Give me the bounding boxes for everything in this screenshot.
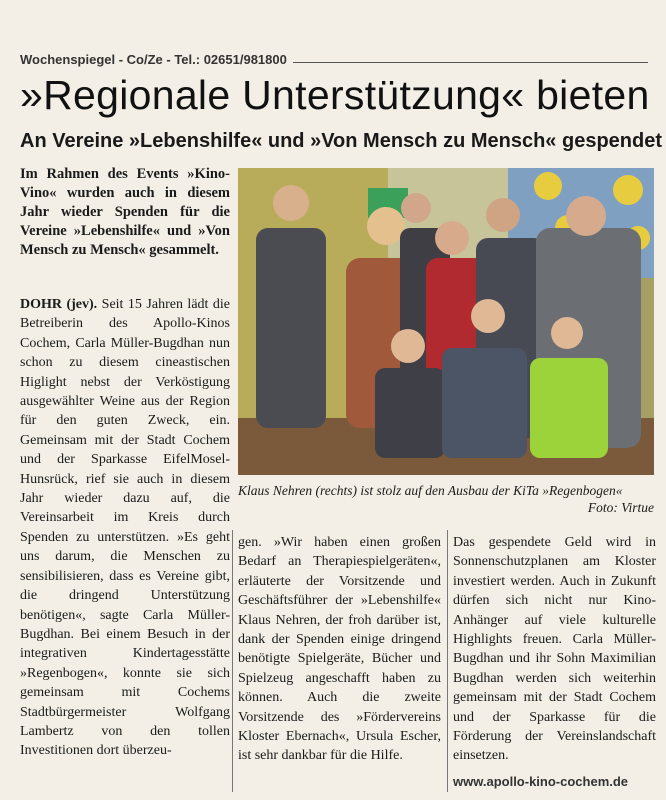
article-column-1 [20,295,230,761]
dateline: DOHR (jev). [20,297,98,312]
photo-credit: Foto: Virtue [587,500,654,515]
website-link[interactable]: www.apollo-kino-cochem.de [453,774,629,789]
subheadline: An Vereine »Lebenshilfe« und »Von Mensch zu Mensch« gespendet [20,130,663,152]
article-column-2: gen. »Wir haben einen großen Bedarf an Therapiespielgeräten«, erläuterte der Vorsitzende und Geschäftsführer der »Lebenshilfe« Klaus Nehren, der froh darüber ist, dank der Spenden einige dringend benötigte Spielgeräte, Bücher und Spielzeug angeschafft haben zu können. Auch die zweite Vorsitzende des »Fördervereins Kloster Ebernach«, Ursula Escher, ist sehr dankbar für die Hilfe. [238,535,441,764]
column-1-text: Seit 15 Jahren lädt die Betreiberin des Apollo-Kinos Cochem, Carla Müller-Bugdhan nun schon zu diesem cineastischen Higlight nebst der Verköstigung ausgewählter Weine aus der Region für den guten Zweck, ein. Gemeinsam mit der Stadt Cochem und der Sparkasse EifelMosel-Hunsrück, rief sie auch in diesem Jahr wieder dazu auf, die Vereinsarbeit im Kreis durch Spenden zu unterstützen. »Es geht uns darum, die Menschen zu sensibilisieren, dass es Vereine gibt, die dringend Unterstützung benötigen«, sagte Carla Müller-Bugdhan. Bei einem Besuch in der integrativen Kindertagesstätte »Regenbogen«, konnte sie sich gemeinsam mit Cochems Stadtbürgermeister Wolfgang Lambertz von den tollen Investitionen dort überzeu- [20,297,231,759]
headline: »Regionale Unterstützung« bieten [20,72,650,118]
newspaper-header: Wochenspiegel - Co/Ze - Tel.: 02651/981800 [20,52,293,67]
article-column-3: Das gespendete Geld wird in Sonnenschutzplanen am Kloster investiert werden. Auch in Zukunft dürfen sich nicht nur Kino-Anhänger auf viele kulturelle Highlights freuen. Carla Müller-Bugdhan und ihr Sohn Maximilian Bugdhan werden sich weiterhin gemeinsam mit der Stadt Cochem und der Sparkasse für die Förderung der Vereinslandschaft einsetzen. [453,535,656,764]
column-divider [232,530,233,792]
group-photo-illustration [238,168,654,475]
group-photo [238,168,654,475]
column-divider [447,530,448,792]
photo-caption: Klaus Nehren (rechts) ist stolz auf den Ausbau der KiTa »Regenbogen« [238,483,623,498]
intro-paragraph: Im Rahmen des Events »Kino-Vino« wurden auch in diesem Jahr wieder Spenden für die Vereine »Lebenshilfe« und »Von Mensch zu Mensch« gesammelt. [20,166,230,258]
